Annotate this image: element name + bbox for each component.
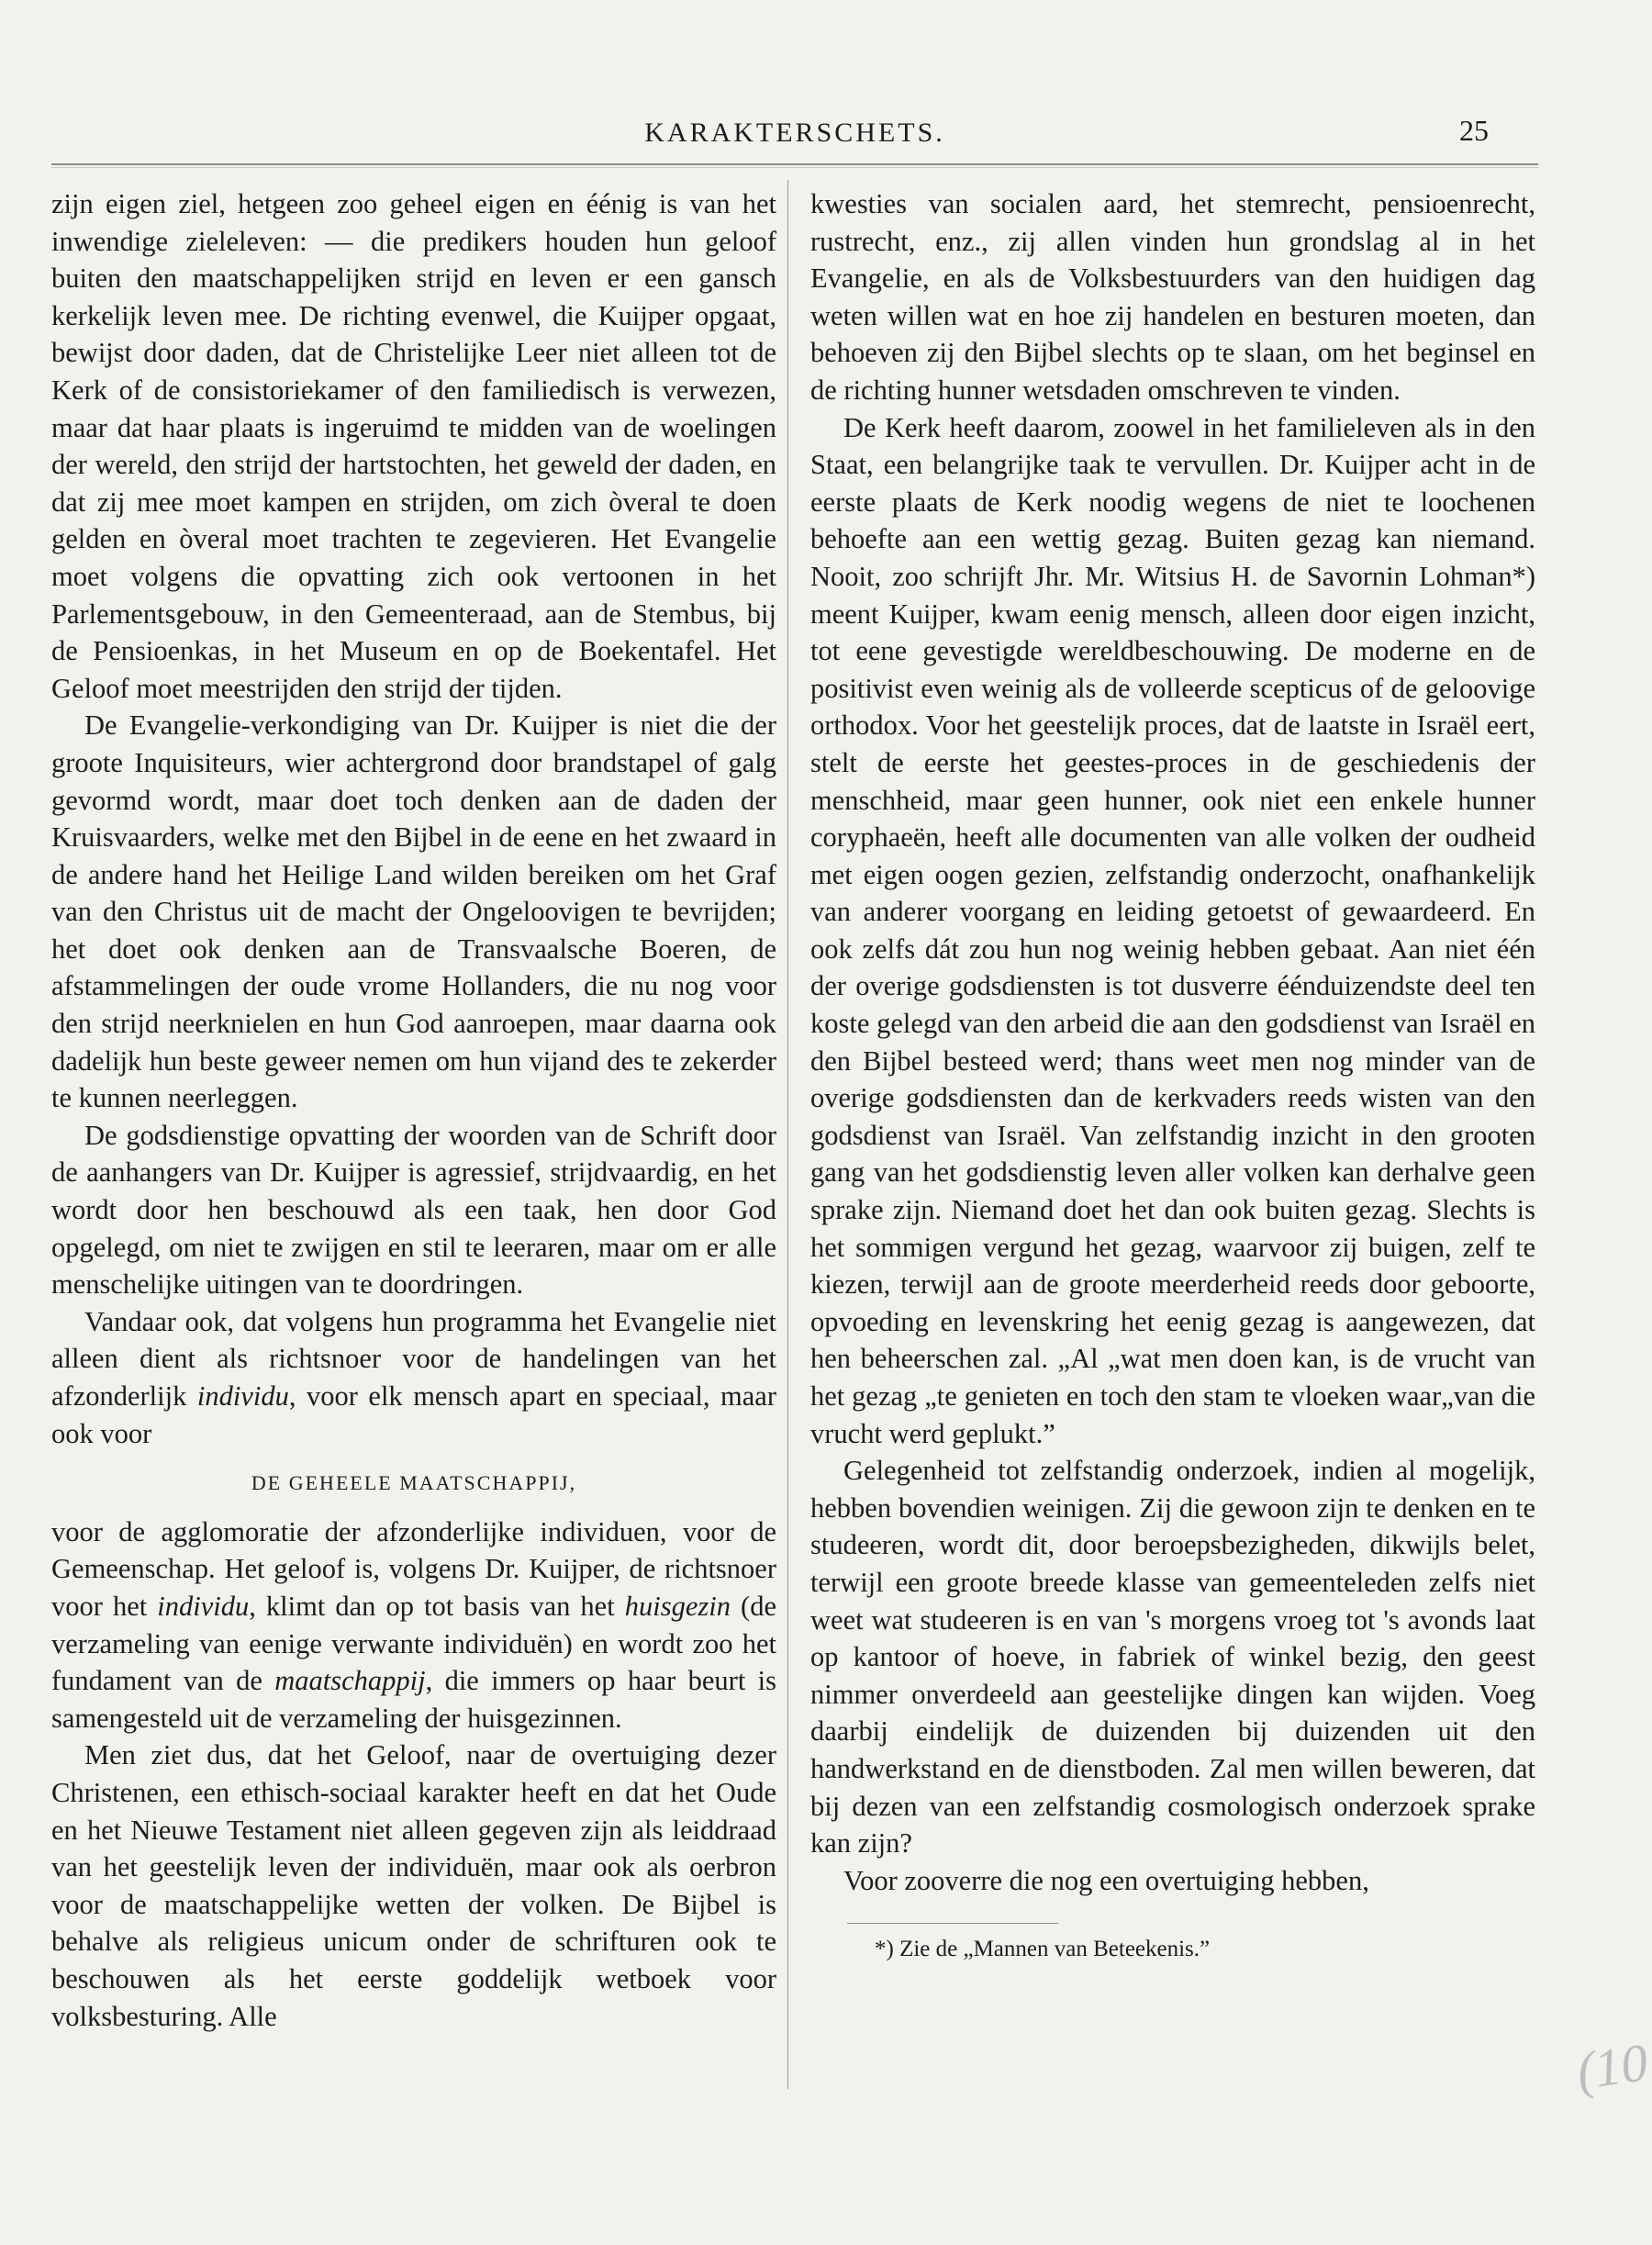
paragraph: zijn eigen ziel, hetgeen zoo geheel eigen en éénig is van het inwendige zieleleven: — die predikers houden hun geloof buiten den maatschappelijken strijd en leven er een gansch kerkelijk leven mee. De richting evenwel, die Kuijper opgaat, bewijst door daden, dat de Christelijke Leer niet alleen tot de Kerk of de consistoriekamer of den familiedisch is verwezen, maar dat haar plaats is ingeruimd te midden van de woelingen der wereld, den strijd der hartstochten, het geweld der daden, en dat zij mee moet kampen en strijden, om zich òveral te doen gelden en òveral moet trachten te zegevieren. Het Evangelie moet volgens die opvatting zich ook vertoonen in het Parlementsgebouw, in den Gemeenteraad, aan de Stembus, bij de Pensioenkas, in het Museum en op de Boekentafel. Het Geloof moet meestrijden den strijd der tijden. — [51, 188, 776, 704]
text-run: , klimt dan op tot basis van het — [249, 1590, 625, 1622]
paragraph: De godsdienstige opvatting der woorden van de Schrift door de aanhangers van Dr. Kuijper is agressief, strijdvaardig, en het wordt door hen beschouwd als een taak, hen door God opgelegd, om niet te zwijgen en stil te leeraren, maar om er alle menschelijke uitingen van te doordringen. — [51, 1119, 776, 1301]
running-title: KARAKTERSCHETS. — [644, 117, 945, 148]
text-run: voor de agglomoratie der afzonderlijke individuen, voor de Gemeenschap. Het geloof is, volgens Dr. Kuijper, de richtsnoer voor het — [51, 1515, 776, 1622]
emphasis: individu — [196, 1380, 289, 1412]
paragraph — [51, 1303, 776, 1452]
page-number: 25 — [1459, 114, 1489, 147]
paragraph: De Kerk heeft daarom, zoowel in het familieleven als in den Staat, een belangrijke taak te vervullen. Dr. Kuijper acht in de eerste plaats de Kerk noodig wegens de niet te loochenen behoefte aan een wettig gezag. Buiten gezag kan niemand. Nooit, zoo schrijft Jhr. Mr. Witsius H. de Savornin Lohman*) meent Kuijper, kwam eenig mensch, alleen door eigen inzicht, tot eene gevestigde wereldbeschouwing. De moderne en de positivist even weinig als de volleerde scepticus of de geloovige orthodox. Voor het geestelijk proces, dat de laatste in Israël eert, stelt de eerste het geestes-proces in de geschiedenis der menschheid, maar geen hunner, ook niet een enkele hunner coryphaeën, heeft alle documenten van alle volken der oudheid met eigen oogen gezien, zelfstandig onderzocht, onafhankelijk van anderer voorgang en leiding getoetst of gewaardeerd. En ook zelfs dát zou hun nog weinig hebben gebaat. Aan niet één der overige godsdiensten is tot dusverre éénduizendste deel ten koste gelegd van den arbeid die aan den godsdienst van Israël en den Bijbel besteed werd; thans weet men nog minder van de overige godsdiensten dan de kerkvaders reeds wisten van den godsdienst van Israël. Van zelfstandig inzicht in den grooten gang van het godsdienstig leven aller volken kan derhalve geen sprake zijn. Niemand doet het dan ook buiten gezag. Slechts is het sommigen vergund het gezag, waarvoor zij buigen, zelf te kiezen, terwijl aan de groote meerderheid reeds door geboorte, opvoeding en levenskring het eenig gezag is aangewezen, dat hen beheerschen zal. „Al „wat men doen kan, is de vrucht van het gezag „te genieten en toch den stam te vloeken waar„van die vrucht werd geplukt.” — [810, 411, 1535, 1449]
emphasis: maatschappij — [274, 1665, 426, 1697]
paragraph — [51, 1513, 776, 1737]
text-run: , die immers op haar beurt is samengesteld uit de verzameling der huisgezinnen. — [51, 1665, 776, 1734]
paragraph: Gelegenheid tot zelfstandig onderzoek, indien al mogelijk, hebben bovendien weinigen. Zij die gewoon zijn te denken en te studeeren, wordt dit, door beroepsbezigheden, dikwijls belet, terwijl een groote breede klasse van gemeenteleden zelfs niet weet wat studeeren is en van 's morgens vroeg tot 's avonds laat op kantoor of hoeve, in fabriek of winkel bezig, den geest nimmer onverdeeld aan geestelijke dingen kan wijden. Voeg daarbij eindelijk de duizenden bij duizenden uit den handwerkstand en de dienstboden. Zal men willen beweren, dat bij dezen van een zelfstandig cosmologisch onderzoek sprake kan zijn? — [810, 1455, 1535, 1860]
paragraph: Men ziet dus, dat het Geloof, naar de overtuiging dezer Christenen, een ethisch-sociaal karakter heeft en dat het Oude en het Nieuwe Testament niet alleen gegeven zijn als leiddraad van het geestelijk leven der individuën, maar ook als oerbron voor de maatschappelijke wetten der volken. De Bijbel is behalve als religieus unicum onder de schrifturen ook te beschouwen als het eerste goddelijk wetboek voor volksbesturing. Alle — [51, 1739, 776, 2032]
header-rule — [51, 163, 1538, 168]
footnote: *) Zie de „Mannen van Beteekenis.” — [875, 1937, 1211, 1962]
text-run: , voor elk mensch apart en speciaal, maar ook voor — [51, 1380, 776, 1449]
paragraph: Voor zooverre die nog een overtuiging hebben, — [843, 1864, 1369, 1896]
column-divider — [787, 180, 788, 2089]
right-column — [810, 185, 1535, 1964]
left-column — [51, 185, 776, 2035]
emphasis: huisgezin — [624, 1590, 731, 1622]
paragraph: kwesties van socialen aard, het stemrecht, pensioenrecht, rustrecht, enz., zij allen vinden hun grondslag al in het Evangelie, en als de Volksbestuurders van den huidigen dag weten willen wat en hoe zij handelen en besturen moeten, dan behoeven zij den Bijbel slechts op te slaan, om het beginsel en de richting hunner wetsdaden omschreven te vinden. — [810, 188, 1535, 406]
emphasis: individu — [157, 1590, 250, 1622]
text-run: Vandaar ook, dat volgens hun programma het Evangelie niet alleen dient als richtsnoer voor de handelingen van het afzonderlijk — [51, 1305, 776, 1412]
text-run: (de verzameling van eenige verwante individuën) en wordt zoo het fundament van de — [51, 1590, 776, 1697]
margin-annotation: (10 — [1572, 2031, 1652, 2102]
section-heading: DE GEHEELE MAATSCHAPPIJ, — [251, 1471, 577, 1495]
footnote-rule — [847, 1923, 1058, 1924]
paragraph: De Evangelie-verkondiging van Dr. Kuijper is niet die der groote Inquisiteurs, wier achtergrond door brandstapel of galg gevormd wordt, maar doet toch denken aan de daden der Kruisvaarders, welke met den Bijbel in de eene en het zwaard in de andere hand het Heilige Land wilden bereiken om het Graf van den Christus uit de macht der Ongeloovigen te bevrijden; het doet ook denken aan de Transvaalsche Boeren, de afstammelingen der oude vrome Hollanders, die nu nog voor den strijd neerknielen en hun God aanroepen, maar daarna ook dadelijk hun beste geweer nemen om hun vijand des te zekerder te kunnen neerleggen. — [51, 709, 776, 1114]
